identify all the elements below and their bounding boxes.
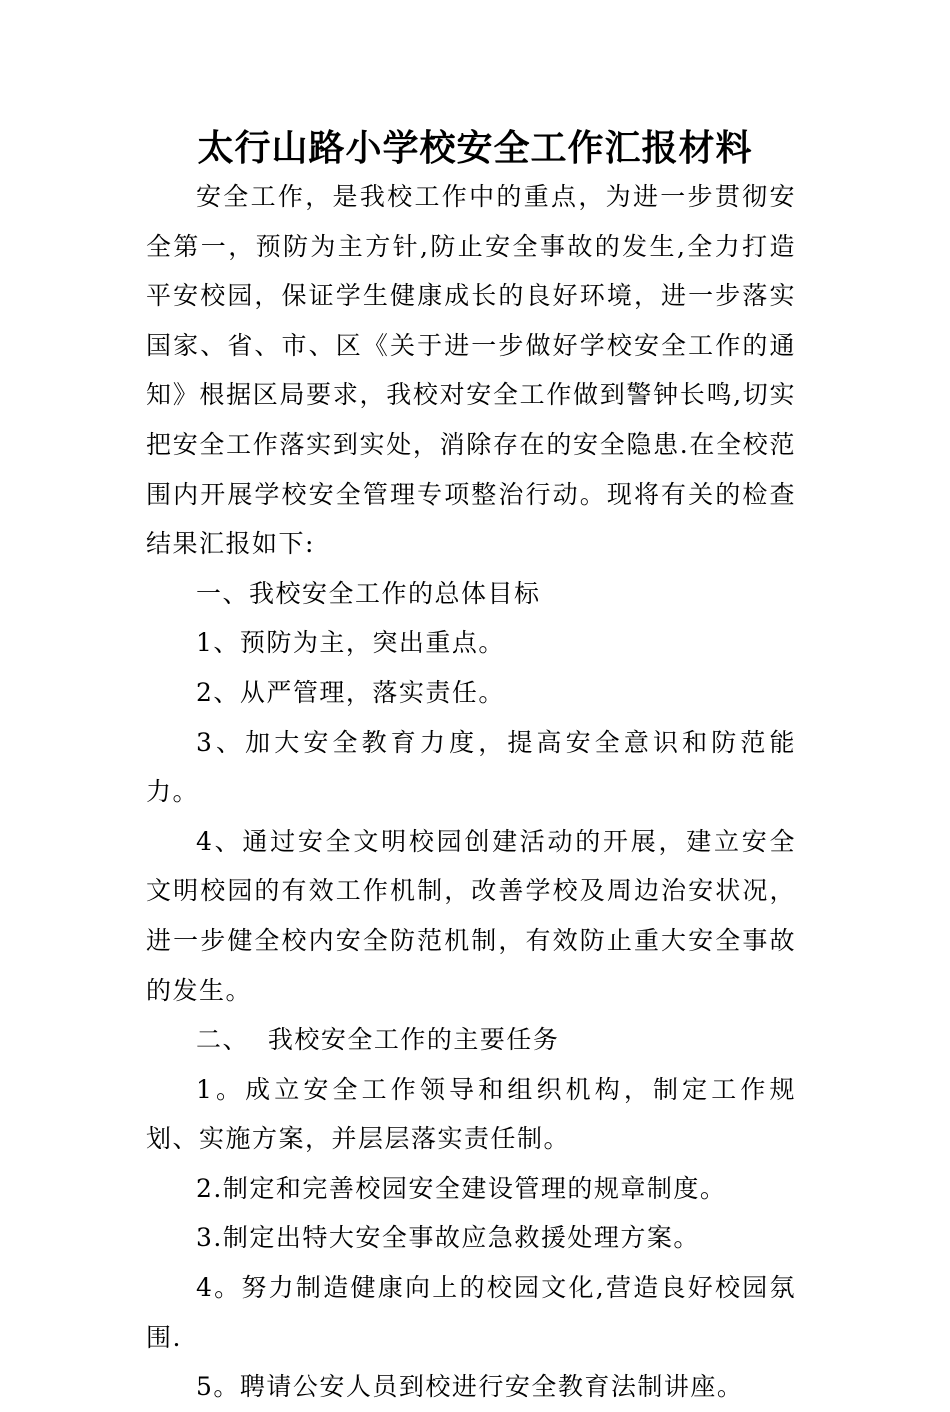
goal-item-2: 2、从严管理，落实责任。 — [196, 677, 505, 707]
task-item-2: 2.制定和完善校园安全建设管理的规章制度。 — [196, 1173, 727, 1203]
document-title: 太行山路小学校安全工作汇报材料 — [197, 127, 753, 169]
task-item-5: 5。聘请公安人员到校进行安全教育法制讲座。 — [196, 1372, 744, 1402]
heading-main-tasks: 二、 我校安全工作的主要任务 — [196, 1025, 560, 1055]
goal-item-4: 4、通过安全文明校园创建活动的开展，建立安全文明校园的有效工作机制，改善学校及周边治安状况，进一步健全校内安全防范机制，有效防止重大安全事故的发生。 — [146, 826, 796, 1005]
heading-overall-goals: 一、我校安全工作的总体目标 — [196, 578, 541, 608]
document-body — [146, 172, 796, 1412]
task-item-3: 3.制定出特大安全事故应急救援处理方案。 — [196, 1223, 700, 1253]
goal-item-1: 1、预防为主，突出重点。 — [196, 628, 505, 658]
task-item-1: 1。成立安全工作领导和组织机构，制定工作规划、实施方案，并层层落实责任制。 — [146, 1074, 796, 1154]
goal-item-3: 3、加大安全教育力度，提高安全意识和防范能力。 — [146, 727, 796, 807]
paragraph-intro: 安全工作，是我校工作中的重点，为进一步贯彻安全第一，预防为主方针,防止安全事故的发生,全力打造平安校园，保证学生健康成长的良好环境，进一步落实国家、省、市、区《关于进一步做好学校安全工作的通知》根据区局要求，我校对安全工作做到警钟长鸣,切实把安全工作落实到实处，消除存在的安全隐患.在全校范围内开展学校安全管理专项整治行动。现将有关的检查结果汇报如下: — [146, 182, 796, 559]
task-item-4: 4。努力制造健康向上的校园文化,营造良好校园氛围. — [146, 1273, 796, 1352]
